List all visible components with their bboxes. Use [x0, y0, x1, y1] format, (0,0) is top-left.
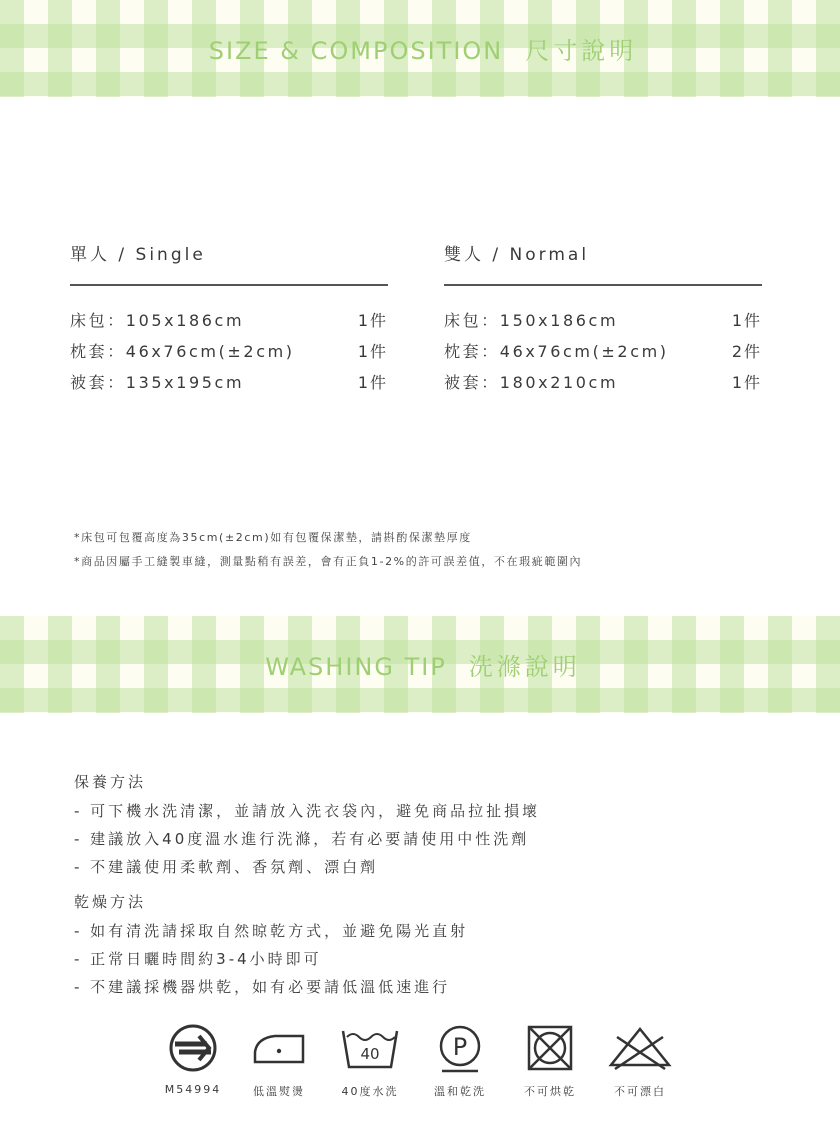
banner-title-zh: 尺寸說明: [525, 37, 638, 65]
certification-mark-icon: [158, 1022, 228, 1074]
symbol-label-tumble-dry: 不可烘乾: [524, 1085, 576, 1098]
normal-row-pillowcase-qty: 2件: [731, 342, 762, 361]
note-measurement-tolerance: *商品因屬手工縫製車縫，測量點稍有誤差，會有正負1-2%的許可誤差值，不在瑕疵範圍內: [74, 555, 583, 568]
drying-item: - 不建議採機器烘乾，如有必要請低溫低速進行: [74, 978, 451, 996]
single-row-pillowcase: 枕套：46x76cm(±2cm): [70, 342, 295, 361]
single-row-duvet-cover: 被套：135x195cm: [70, 373, 245, 392]
normal-row-duvet-cover-qty: 1件: [731, 373, 762, 392]
care-item: - 不建議使用柔軟劑、香氛劑、漂白劑: [74, 858, 379, 876]
banner-title-en: WASHING TIP: [265, 653, 447, 681]
no-tumble-dry-icon: [515, 1022, 585, 1074]
normal-title: 雙人 / Normal: [444, 245, 590, 265]
care-item: - 建議放入40度溫水進行洗滌，若有必要請使用中性洗劑: [74, 830, 530, 848]
dry-clean-p-text: P: [452, 1033, 468, 1061]
normal-row-fitted-sheet-qty: 1件: [731, 311, 762, 330]
banner-title-en: SIZE & COMPOSITION: [208, 37, 504, 65]
wash-40-icon: [335, 1022, 405, 1074]
wash-40-text: 40: [360, 1045, 380, 1063]
normal-row-pillowcase: 枕套：46x76cm(±2cm): [444, 342, 669, 361]
single-row-fitted-sheet: 床包：105x186cm: [70, 311, 245, 330]
no-bleach-icon: [605, 1022, 675, 1074]
low-temp-iron-icon: [244, 1022, 314, 1074]
drying-heading: 乾燥方法: [74, 893, 147, 911]
size-composition-title: [209, 31, 638, 66]
symbol-label-bleach: 不可漂白: [614, 1085, 666, 1098]
single-row-fitted-sheet-qty: 1件: [357, 311, 388, 330]
washing-tip-banner: [0, 616, 840, 713]
size-composition-banner: [0, 0, 840, 97]
single-row-duvet-cover-qty: 1件: [357, 373, 388, 392]
single-row-pillowcase-qty: 1件: [357, 342, 388, 361]
drying-item: - 如有清洗請採取自然晾乾方式，並避免陽光直射: [74, 922, 469, 940]
gentle-dry-clean-icon: [425, 1022, 495, 1074]
normal-divider: [444, 284, 762, 286]
symbol-label-certification: M54994: [164, 1083, 222, 1096]
care-heading: 保養方法: [74, 773, 147, 791]
banner-title-zh: 洗滌說明: [468, 653, 581, 681]
symbol-label-wash: 40度水洗: [341, 1085, 399, 1098]
single-divider: [70, 284, 388, 286]
normal-row-fitted-sheet: 床包：150x186cm: [444, 311, 619, 330]
symbol-label-dry-clean: 溫和乾洗: [434, 1085, 486, 1098]
symbol-label-iron: 低溫熨燙: [253, 1085, 305, 1098]
note-fitted-depth: *床包可包覆高度為35cm(±2cm)如有包覆保潔墊，請斟酌保潔墊厚度: [74, 531, 472, 544]
drying-item: - 正常日曬時間約3-4小時即可: [74, 950, 322, 968]
care-item: - 可下機水洗清潔，並請放入洗衣袋內，避免商品拉扯損壞: [74, 802, 541, 820]
single-title: 單人 / Single: [70, 245, 206, 265]
washing-tip-title: [265, 647, 581, 682]
normal-row-duvet-cover: 被套：180x210cm: [444, 373, 619, 392]
